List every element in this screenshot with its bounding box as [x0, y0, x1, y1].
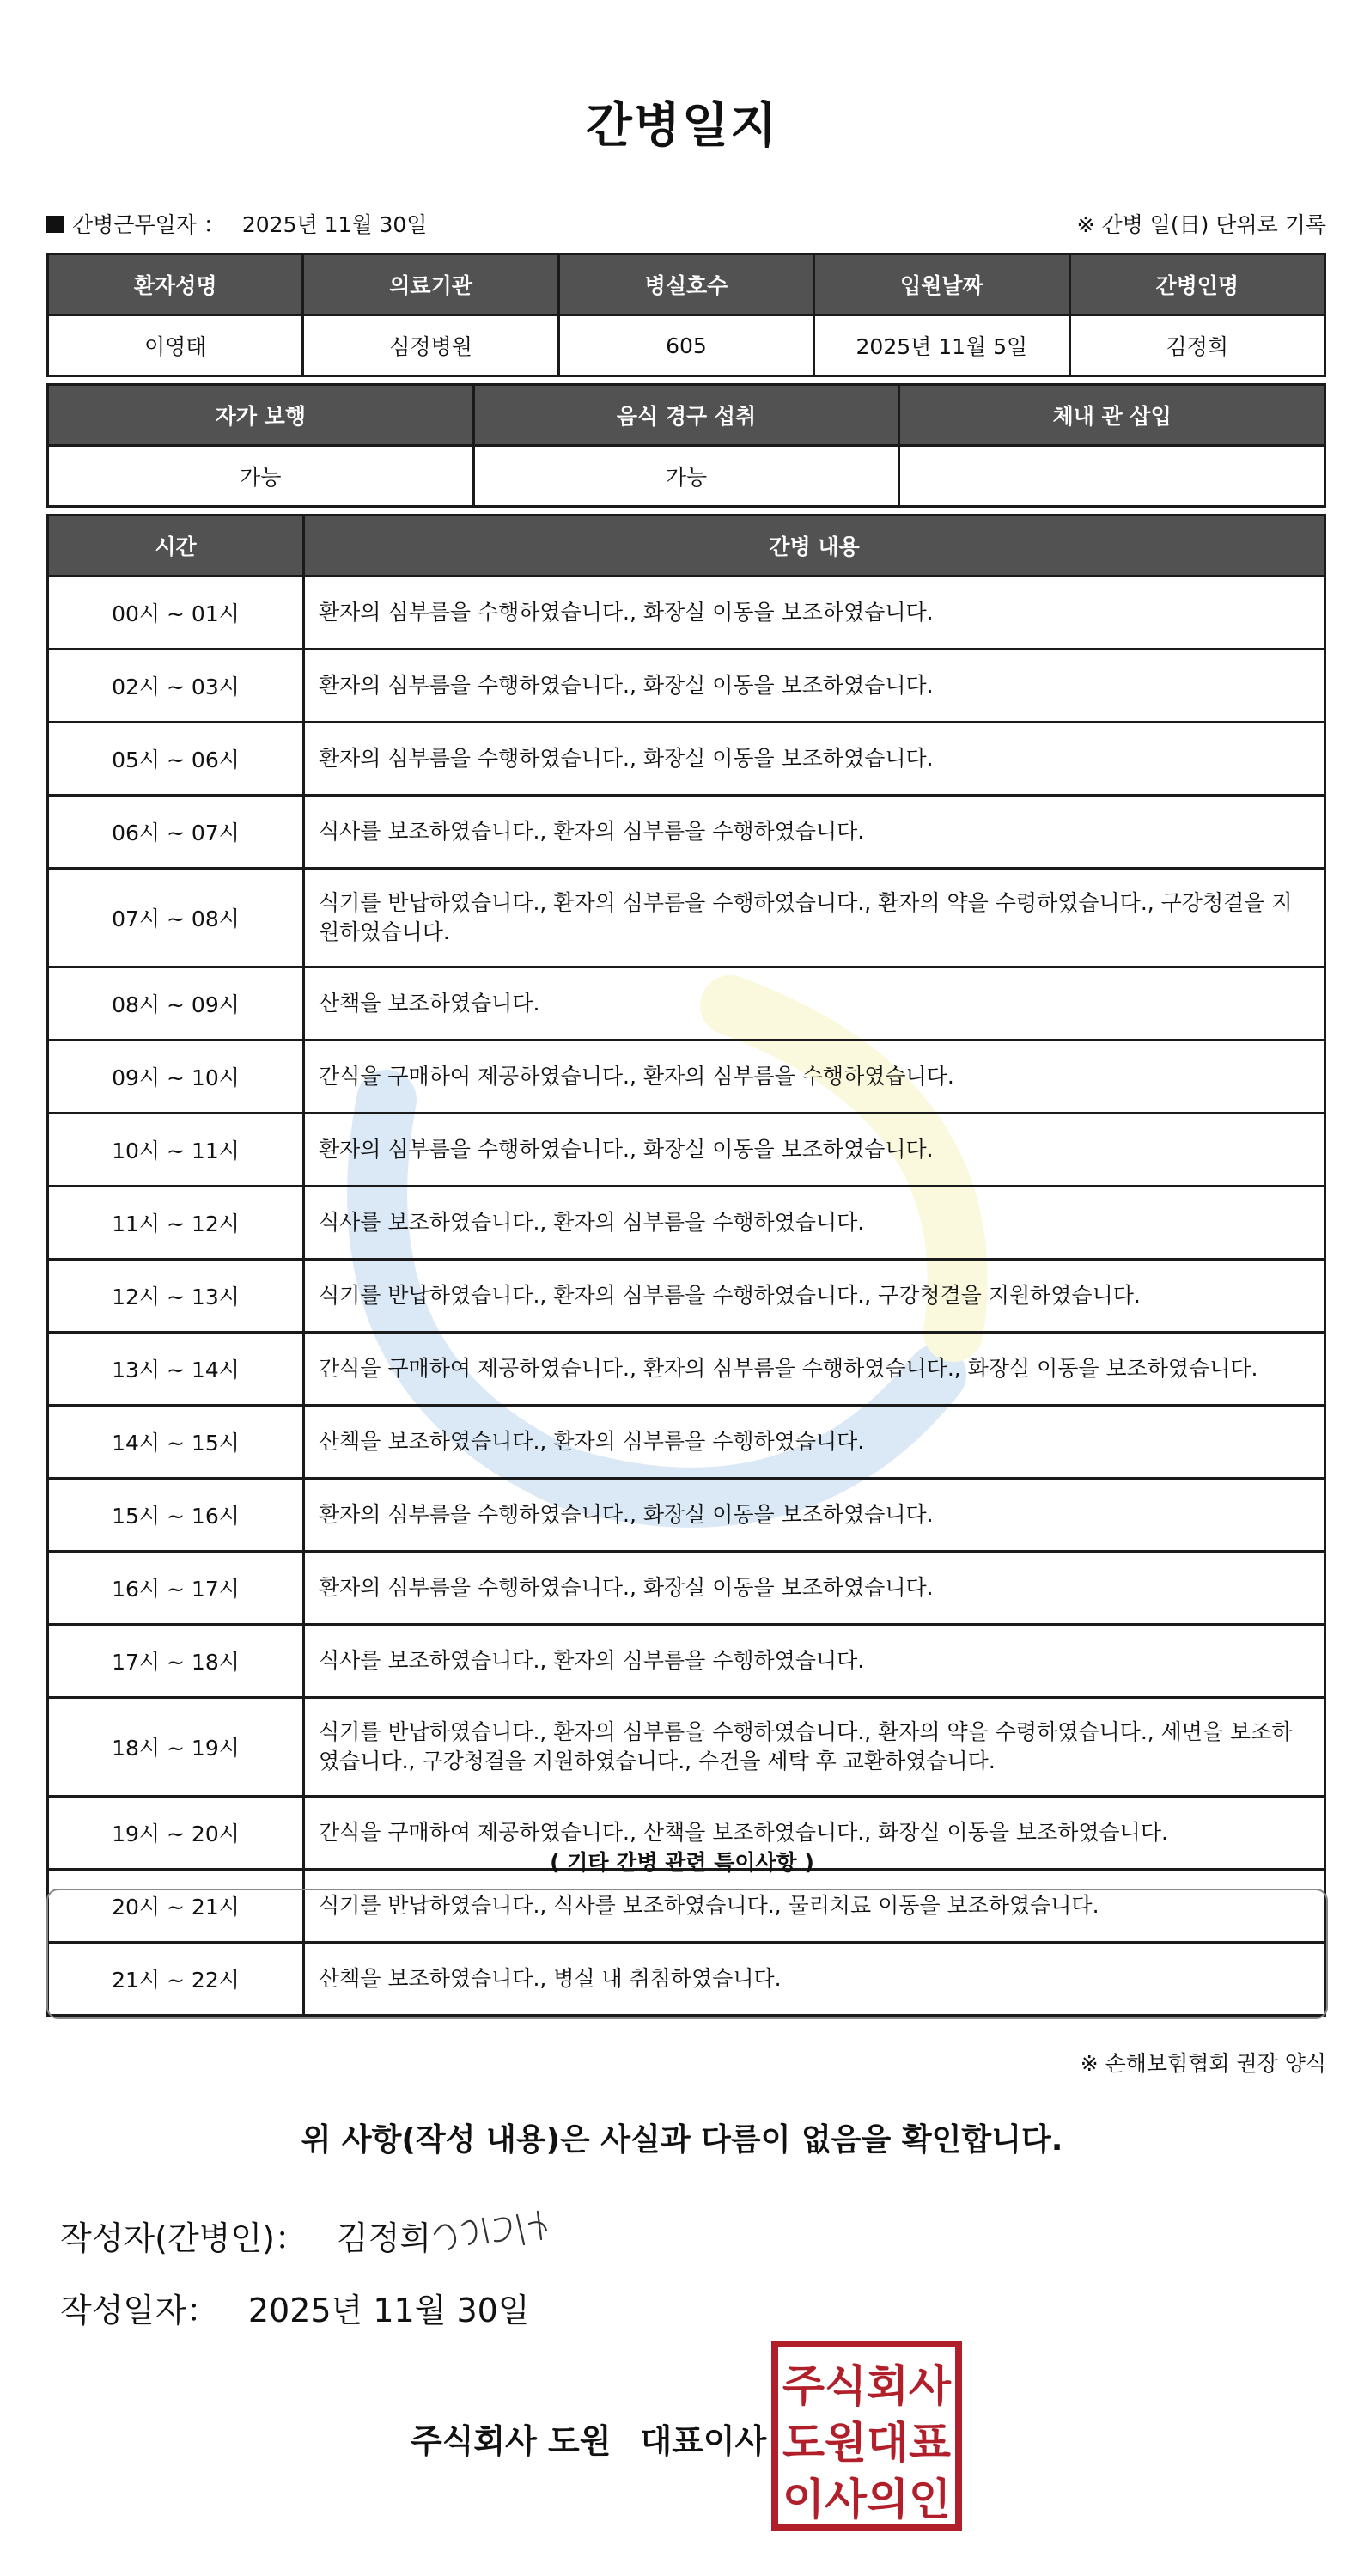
handwritten-signature	[428, 2200, 582, 2260]
content-cell: 환자의 심부름을 수행하였습니다., 화장실 이동을 보조하였습니다.	[304, 577, 1325, 650]
seal-text-line: 주식회사	[782, 2361, 952, 2411]
company-seal-stamp	[770, 2339, 964, 2533]
table-row	[48, 1552, 1325, 1625]
content-cell: 환자의 심부름을 수행하였습니다., 화장실 이동을 보조하였습니다.	[304, 650, 1325, 723]
header-patient-name: 환자성명	[48, 254, 303, 315]
company-rep: 대표이사	[640, 2422, 767, 2460]
content-cell: 식기를 반납하였습니다., 환자의 심부름을 수행하였습니다., 환자의 약을 수령하였습니다., 구강청결을 지원하였습니다.	[304, 869, 1325, 968]
header-oral-intake: 음식 경구 섭취	[473, 385, 899, 446]
hospital-name: 심정병원	[303, 315, 558, 376]
table-row	[48, 968, 1325, 1041]
time-cell: 00시 ~ 01시	[48, 577, 304, 650]
care-header-row	[48, 516, 1325, 577]
room-number: 605	[558, 315, 813, 376]
header-time: 시간	[48, 516, 304, 577]
admission-date: 2025년 11월 5일	[814, 315, 1069, 376]
content-cell: 산책을 보조하였습니다.	[304, 968, 1325, 1041]
status-value-row	[48, 446, 1325, 507]
seal-text-line: 이사의인	[782, 2475, 951, 2524]
time-cell: 11시 ~ 12시	[48, 1187, 304, 1260]
work-date-label: 간병근무일자 ：	[72, 212, 225, 237]
table-row	[48, 723, 1325, 796]
table-row	[48, 1114, 1325, 1187]
time-cell: 10시 ~ 11시	[48, 1114, 304, 1187]
content-cell: 간식을 구매하여 제공하였습니다., 산책을 보조하였습니다., 화장실 이동을 보조하였습니다.	[304, 1797, 1325, 1870]
caregiver-name: 김정희	[1069, 315, 1324, 376]
content-cell: 간식을 구매하여 제공하였습니다., 환자의 심부름을 수행하였습니다.	[304, 1041, 1325, 1114]
content-cell: 식사를 보조하였습니다., 환자의 심부름을 수행하였습니다.	[304, 1187, 1325, 1260]
work-date	[46, 208, 427, 239]
header-self-walking: 자가 보행	[48, 385, 474, 446]
page-title: 간병일지	[585, 98, 779, 154]
writer-name: 김정희	[336, 2219, 432, 2257]
recommend-note: ※ 손해보험협회 권장 양식	[1080, 2051, 1326, 2076]
content-cell: 환자의 심부름을 수행하였습니다., 화장실 이동을 보조하였습니다.	[304, 723, 1325, 796]
table-row	[48, 1187, 1325, 1260]
content-cell: 식사를 보조하였습니다., 환자의 심부름을 수행하였습니다.	[304, 796, 1325, 869]
table-row	[48, 577, 1325, 650]
written-date-label: 작성일자：	[60, 2292, 219, 2329]
status-header-row	[48, 385, 1325, 446]
time-cell: 15시 ~ 16시	[48, 1479, 304, 1552]
self-walking-value: 가능	[48, 446, 474, 507]
time-cell: 14시 ~ 15시	[48, 1406, 304, 1479]
remarks-title: ( 기타 간병 관련 특이사항 )	[550, 1850, 814, 1875]
written-date-line	[60, 2284, 530, 2331]
company-line	[411, 2414, 766, 2462]
time-cell: 19시 ~ 20시	[48, 1797, 304, 1870]
content-cell: 식사를 보조하였습니다., 환자의 심부름을 수행하였습니다.	[304, 1625, 1325, 1698]
table-row	[48, 869, 1325, 968]
time-cell: 08시 ~ 09시	[48, 968, 304, 1041]
content-cell: 식기를 반납하였습니다., 환자의 심부름을 수행하였습니다., 환자의 약을 수령하였습니다., 세면을 보조하였습니다., 구강청결을 지원하였습니다., 수건을 세탁 후 교환하였습니다.	[304, 1698, 1325, 1797]
table-row	[48, 1333, 1325, 1406]
unit-note: ※ 간병 일(日) 단위로 기록	[1076, 212, 1326, 237]
patient-value-row	[48, 315, 1325, 376]
table-row	[48, 1260, 1325, 1333]
square-bullet-icon	[46, 216, 64, 233]
content-cell: 환자의 심부름을 수행하였습니다., 화장실 이동을 보조하였습니다.	[304, 1479, 1325, 1552]
remarks-box	[46, 1889, 1328, 2019]
seal-text-line: 도원대표	[782, 2418, 952, 2468]
remarks-text	[48, 1890, 1326, 1918]
company-name: 주식회사 도원	[411, 2422, 612, 2460]
content-cell: 환자의 심부름을 수행하였습니다., 화장실 이동을 보조하였습니다.	[304, 1552, 1325, 1625]
table-row	[48, 1625, 1325, 1698]
writer-line	[60, 2212, 431, 2259]
patient-status-table	[46, 383, 1326, 508]
header-hospital: 의료기관	[303, 254, 558, 315]
time-cell: 06시 ~ 07시	[48, 796, 304, 869]
table-row	[48, 1041, 1325, 1114]
time-cell: 12시 ~ 13시	[48, 1260, 304, 1333]
content-cell: 식기를 반납하였습니다., 식사를 보조하였습니다., 물리치료 이동을 보조하였습니다.	[304, 1870, 1325, 1943]
table-row	[48, 650, 1325, 723]
care-log-table	[46, 514, 1326, 2017]
header-admission-date: 입원날짜	[814, 254, 1069, 315]
content-cell: 산책을 보조하였습니다., 환자의 심부름을 수행하였습니다.	[304, 1406, 1325, 1479]
tube-insertion-value	[899, 446, 1325, 507]
time-cell: 07시 ~ 08시	[48, 869, 304, 968]
time-cell: 13시 ~ 14시	[48, 1333, 304, 1406]
patient-name: 이영태	[48, 315, 303, 376]
time-cell: 17시 ~ 18시	[48, 1625, 304, 1698]
content-cell: 간식을 구매하여 제공하였습니다., 환자의 심부름을 수행하였습니다., 화장실 이동을 보조하였습니다.	[304, 1333, 1325, 1406]
written-date-value: 2025년 11월 30일	[247, 2292, 530, 2329]
table-row	[48, 796, 1325, 869]
time-cell: 02시 ~ 03시	[48, 650, 304, 723]
time-cell: 16시 ~ 17시	[48, 1552, 304, 1625]
writer-label: 작성자(간병인)：	[60, 2219, 308, 2257]
time-cell: 18시 ~ 19시	[48, 1698, 304, 1797]
content-cell: 산책을 보조하였습니다., 병실 내 취침하였습니다.	[304, 1943, 1325, 2016]
content-cell: 식기를 반납하였습니다., 환자의 심부름을 수행하였습니다., 구강청결을 지원하였습니다.	[304, 1260, 1325, 1333]
content-cell: 환자의 심부름을 수행하였습니다., 화장실 이동을 보조하였습니다.	[304, 1114, 1325, 1187]
table-row	[48, 1698, 1325, 1797]
patient-info-table	[46, 253, 1326, 377]
work-date-value: 2025년 11월 30일	[241, 212, 428, 237]
table-row	[48, 1406, 1325, 1479]
header-tube-insertion: 체내 관 삽입	[899, 385, 1325, 446]
header-room: 병실호수	[558, 254, 813, 315]
time-cell: 09시 ~ 10시	[48, 1041, 304, 1114]
oral-intake-value: 가능	[473, 446, 899, 507]
time-cell: 21시 ~ 22시	[48, 1943, 304, 2016]
confirmation-statement: 위 사항(작성 내용)은 사실과 다름이 없음을 확인합니다.	[301, 2122, 1063, 2158]
time-cell: 05시 ~ 06시	[48, 723, 304, 796]
patient-header-row	[48, 254, 1325, 315]
header-caregiver: 간병인명	[1069, 254, 1324, 315]
table-row	[48, 1479, 1325, 1552]
time-cell: 20시 ~ 21시	[48, 1870, 304, 1943]
header-care-content: 간병 내용	[304, 516, 1325, 577]
